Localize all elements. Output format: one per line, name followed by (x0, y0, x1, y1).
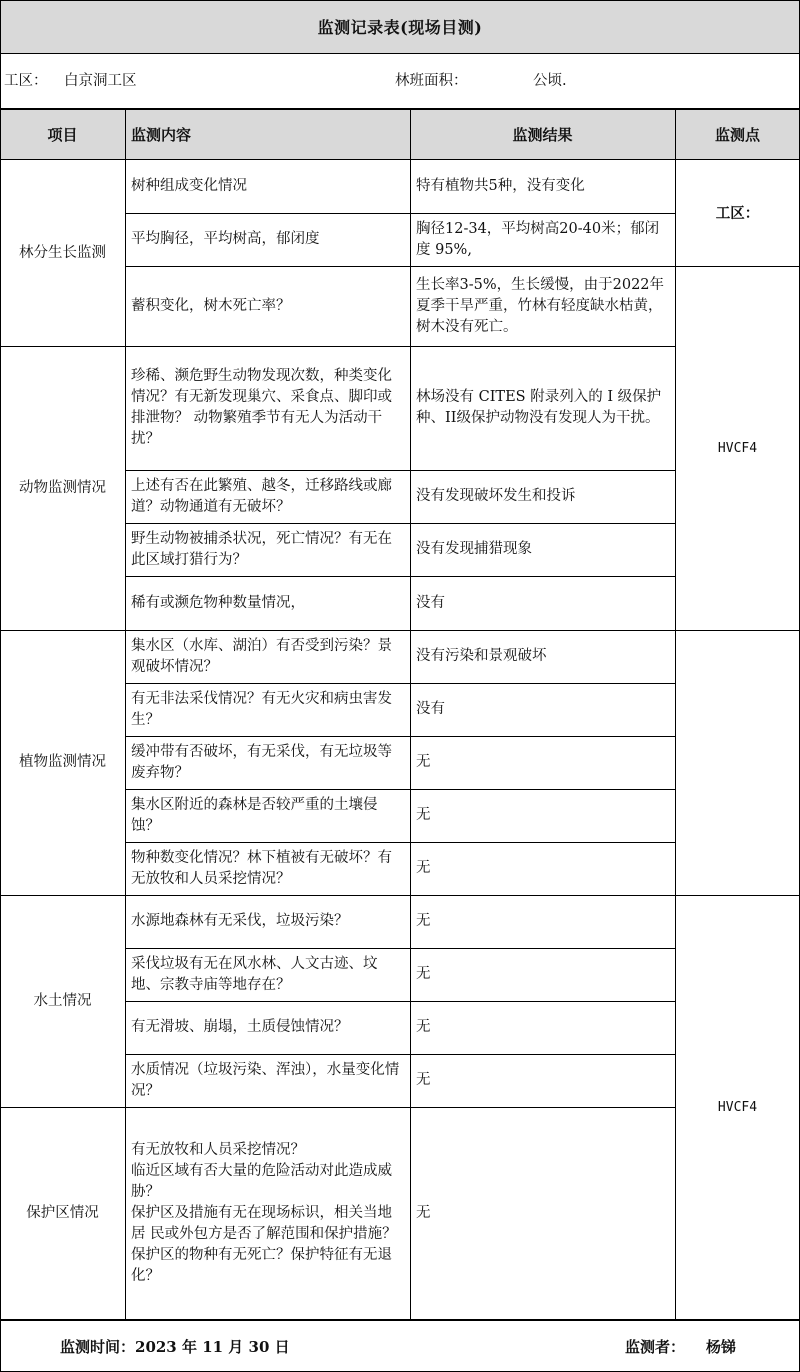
section-item: 保护区情况 (26, 1205, 99, 1221)
content-cell: 野生动物被捕杀状况，死亡情况？有无在此区域打猎行为？ (131, 530, 392, 568)
content-cell: 水质情况（垃圾污染、浑浊），水量变化情况？ (131, 1061, 400, 1099)
content-cell: 平均胸径，平均树高，郁闭度 (131, 231, 320, 247)
result-cell: 无 (416, 754, 431, 770)
result-cell: 无 (416, 1019, 431, 1035)
point-cell: 工区： (715, 204, 760, 222)
content-cell: 有无放牧和人员采挖情况？ 临近区域有否大量的危险活动对此造成威 胁？ 保护区及措施有无在现场标识，相关当地居 民或外包方是否了解范围和保护措施？ 保护区的物种有无死亡？保护特征有无退化？ (131, 1142, 397, 1284)
section-item: 动物监测情况 (19, 479, 106, 496)
forest-area-label: 林班面积： (395, 73, 468, 89)
area-unit: 公顷. (533, 73, 567, 89)
content-cell: 物种数变化情况？林下植被有无破坏？有无放牧和人员采挖情况？ (131, 849, 392, 887)
result-cell: 无 (416, 913, 431, 929)
result-cell: 没有污染和景观破坏 (416, 648, 547, 664)
content-cell: 集水区（水库、湖泊）有否受到污染？景观破坏情况？ (131, 637, 392, 675)
result-cell: 无 (416, 1072, 431, 1088)
content-cell: 采伐垃圾有无在风水林、人文古迹、坟地、宗教寺庙等地存在？ (131, 955, 378, 993)
content-cell: 有无滑坡、崩塌，土质侵蚀情况？ (131, 1019, 349, 1035)
result-cell: 没有发现捕猎现象 (416, 541, 532, 557)
monitor-name: 杨锑 (706, 1337, 737, 1356)
result-cell: 无 (416, 1205, 431, 1221)
monitor-label: 监测者： (625, 1337, 686, 1356)
content-cell: 树种组成变化情况 (131, 178, 247, 194)
header-point: 监测点 (675, 109, 800, 159)
content-cell: 稀有或濒危物种数量情况， (131, 594, 305, 611)
header-result: 监测结果 (410, 109, 675, 159)
result-cell: 没有发现破坏发生和投诉 (416, 488, 576, 504)
point-cell: HVCF4 (717, 440, 758, 456)
result-cell: 没有 (416, 701, 445, 717)
result-cell: 无 (416, 860, 431, 876)
section-item: 林分生长监测 (19, 244, 106, 261)
result-cell: 胸径12-34，平均树高20-40米；郁闭度 95%, (416, 220, 660, 258)
content-cell: 珍稀、濒危野生动物发现次数，种类变化情况？有无新发现巢穴、采食点、脚印或排泄物？ 动物繁殖季节有无人为活动干扰？ (131, 368, 392, 447)
header-item: 项目 (0, 109, 125, 159)
content-cell: 水源地森林有无采伐，垃圾污染？ (131, 913, 349, 929)
content-cell: 有无非法采伐情况？有无火灾和病虫害发生？ (131, 690, 392, 728)
area-value: 白京洞工区 (64, 73, 137, 89)
point-cell: HVCF4 (717, 1100, 758, 1115)
content-cell: 蓄积变化，树木死亡率？ (131, 297, 291, 314)
result-cell: 生长率3-5%，生长缓慢，由于2022年夏季干旱严重，竹林有轻度缺水枯黄，树木没有死亡。 (416, 276, 665, 335)
header-content: 监测内容 (125, 109, 410, 159)
page-title: 监测记录表(现场目测) (0, 0, 800, 53)
result-cell: 林场没有 CITES 附录列入的 I 级保护种、II级保护动物没有发现人为干扰。 (416, 389, 662, 426)
result-cell: 特有植物共5种，没有变化 (416, 178, 585, 194)
section-item: 水土情况 (33, 992, 92, 1009)
area-label: 工区： (4, 73, 48, 89)
result-cell: 无 (416, 807, 431, 823)
monitor-time: 监测时间：2023 年 11 月 30 日 (60, 1337, 290, 1356)
result-cell: 无 (416, 966, 431, 982)
content-cell: 上述有否在此繁殖、越冬，迁移路线或廊 道？动物通道有无破坏？ (131, 477, 392, 515)
content-cell: 集水区附近的森林是否较严重的土壤侵蚀？ (131, 796, 378, 834)
result-cell: 没有 (416, 594, 445, 611)
content-cell: 缓冲带有否破坏，有无采伐，有无垃圾等废弃物？ (131, 743, 392, 781)
section-item: 植物监测情况 (19, 754, 106, 770)
